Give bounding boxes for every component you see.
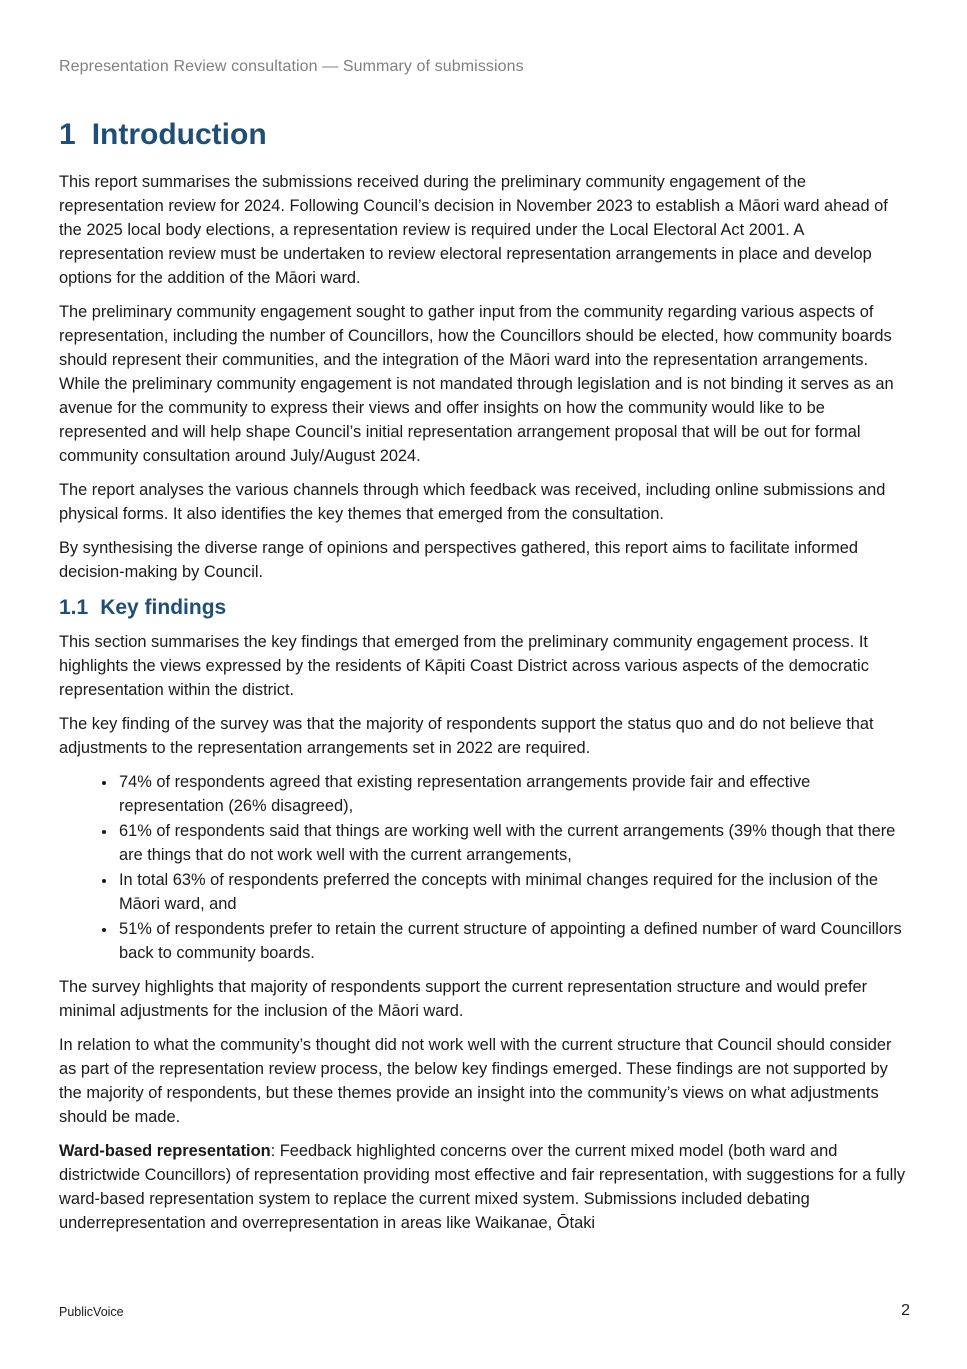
section-number: 1 <box>59 118 76 151</box>
list-item: • In total 63% of respondents preferred the concepts with minimal changes required for the inclusion of the Māori ward, and <box>117 868 911 916</box>
list-item: • 51% of respondents prefer to retain the current structure of appointing a defined number of ward Councillors back to community boards. <box>117 917 911 965</box>
subsection-number: 1.1 <box>59 596 89 619</box>
ward-based-text: : Feedback highlighted concerns over the current mixed model (both ward and districtwide Councillors) of representation providing most effective and fair representation, with suggestions for a fully ward-based representation system to replace the current mixed system. Submissions included debating underrepresentation and overrepresentation in areas like Waikanae, Ōtaki <box>59 1142 906 1232</box>
intro-paragraph-2: The preliminary community engagement sought to gather input from the community regarding various aspects of representation, including the number of Councillors, how the Councillors should be elected, how community boards should represent their communities, and the integration of the Māori ward into the representation arrangements. While the preliminary community engagement is not mandated through legislation and is not binding it serves as an avenue for the community to express their views and offer insights on how the community would like to be represented and will help shape Council’s initial representation arrangement proposal that will be out for formal community consultation around July/August 2024. <box>59 303 894 465</box>
running-header <box>59 58 524 76</box>
summary-paragraph-2: In relation to what the community’s thought did not work well with the current structure that Council should consider as part of the representation review process, the below key findings emerged. These findings are not supported by the majority of respondents, but these themes provide an insight into the community’s views on what adjustments should be made. <box>59 1036 892 1126</box>
list-item: • 74% of respondents agreed that existing representation arrangements provide fair and effective representation (26% disagreed), <box>117 770 911 818</box>
intro-paragraph-3: The report analyses the various channels through which feedback was received, including online submissions and physical forms. It also identifies the key themes that emerged from the consultation. <box>59 481 886 523</box>
subsection-heading-key-findings <box>59 594 911 622</box>
ward-based-label: Ward-based representation <box>59 1142 271 1160</box>
footer-page-number: 2 <box>901 1302 910 1319</box>
key-findings-paragraph-1: This section summarises the key findings that emerged from the preliminary community engagement process. It highlights the views expressed by the residents of Kāpiti Coast District across various aspects of the democratic representation within the district. <box>59 633 869 699</box>
key-findings-paragraph-2: The key finding of the survey was that the majority of respondents support the status quo and do not believe that adjustments to the representation arrangements set in 2022 are required. <box>59 715 874 757</box>
summary-paragraph-1: The survey highlights that majority of respondents support the current representation structure and would prefer minimal adjustments for the inclusion of the Māori ward. <box>59 978 868 1020</box>
running-header-title: Representation Review consultation — Summary of submissions <box>59 58 524 75</box>
key-findings-list <box>59 770 911 965</box>
body-flow <box>59 170 911 1245</box>
intro-paragraph-4: By synthesising the diverse range of opinions and perspectives gathered, this report aims to facilitate informed decision-making by Council. <box>59 539 859 581</box>
section-heading-introduction <box>59 118 267 152</box>
subsection-title: Key findings <box>100 596 227 619</box>
footer-publisher: PublicVoice <box>59 1305 124 1319</box>
intro-paragraph-1: This report summarises the submissions received during the preliminary community engagement of the representation review for 2024. Following Council’s decision in November 2023 to establish a Māori ward ahead of the 2025 local body elections, a representation review is required under the Local Electoral Act 2001. A representation review must be undertaken to review electoral representation arrangements in place and develop options for the addition of the Māori ward. <box>59 173 888 287</box>
ward-based-paragraph <box>59 1139 911 1235</box>
section-title: Introduction <box>91 118 267 151</box>
list-item: • 61% of respondents said that things are working well with the current arrangements (39% though that there are things that do not work well with the current arrangements, <box>117 819 911 867</box>
